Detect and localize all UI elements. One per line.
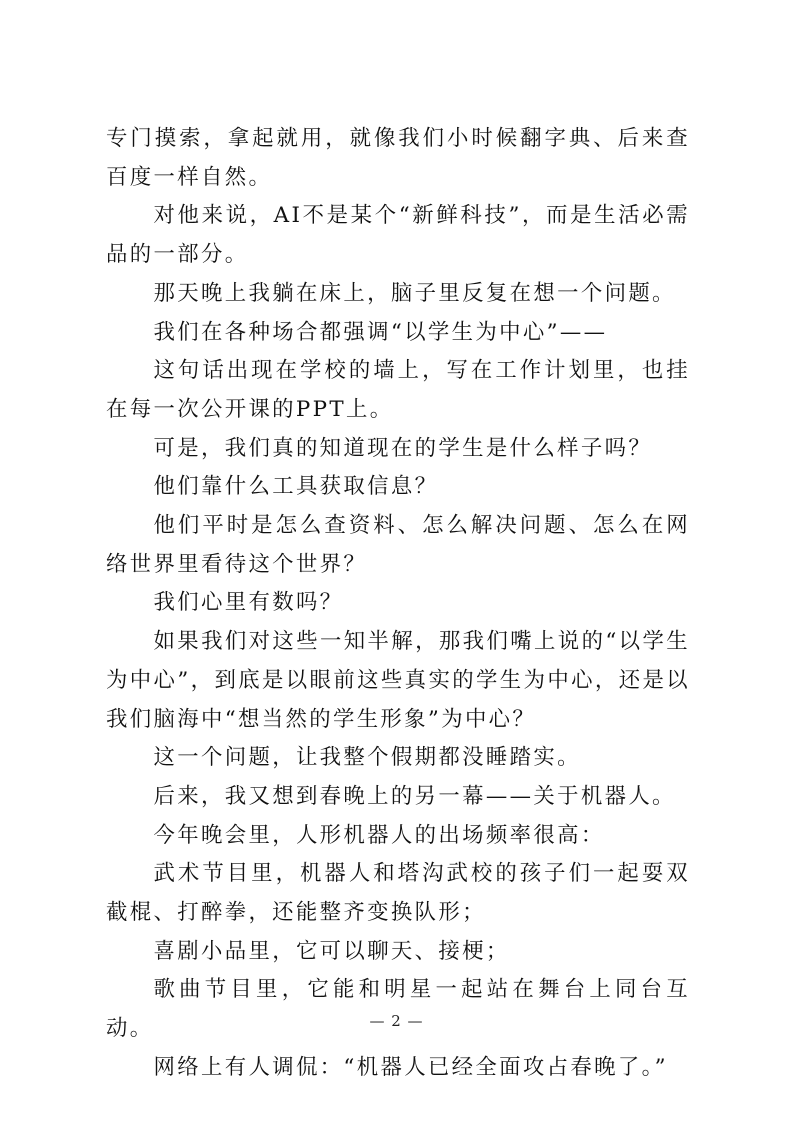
paragraph: 我们在各种场合都强调“以学生为中心”—— (153, 319, 608, 345)
paragraph: 武术节目里，机器人和塔沟武校的孩子们一起耍双截棍、打醉拳，还能整齐变换队形； (106, 861, 690, 926)
page-number: — 2 — (369, 1012, 424, 1030)
paragraph: 这句话出现在学校的墙上，写在工作计划里，也挂在每一次公开课的PPT上。 (106, 358, 690, 422)
paragraph: 喜剧小品里，它可以聊天、接梗； (153, 938, 510, 964)
paragraph: 如果我们对这些一知半解，那我们嘴上说的“以学生为中心”，到底是以眼前这些真实的学生为中心，还是以我们脑海中“想当然的学生形象”为中心？ (106, 629, 690, 732)
paragraph: 对他来说，AI不是某个“新鲜科技”，而是生活必需品的一部分。 (106, 203, 690, 268)
paragraph: 这一个问题，让我整个假期都没睡踏实。 (153, 745, 581, 771)
paragraph: 今年晚会里，人形机器人的出场频率很高： (153, 822, 605, 848)
paragraph: 可是，我们真的知道现在的学生是什么样子吗？ (153, 435, 653, 461)
paragraph: 他们靠什么工具获取信息？ (153, 474, 439, 500)
paragraph: 他们平时是怎么查资料、怎么解决问题、怎么在网络世界里看待这个世界？ (106, 513, 690, 577)
paragraph: 后来，我又想到春晚上的另一幕——关于机器人。 (153, 783, 676, 809)
paragraph: 歌曲节目里，它能和明星一起站在舞台上同台互动。 (106, 977, 690, 1042)
paragraph: 网络上有人调侃：“机器人已经全面攻占春晚了。” (153, 1054, 668, 1080)
document-body (106, 120, 690, 1088)
paragraph: 我们心里有数吗？ (153, 590, 344, 616)
paragraph-continued: 专门摸索，拿起就用，就像我们小时候翻字典、后来查百度一样自然。 (106, 126, 690, 190)
paragraph: 那天晚上我躺在床上，脑子里反复在想一个问题。 (153, 280, 676, 306)
